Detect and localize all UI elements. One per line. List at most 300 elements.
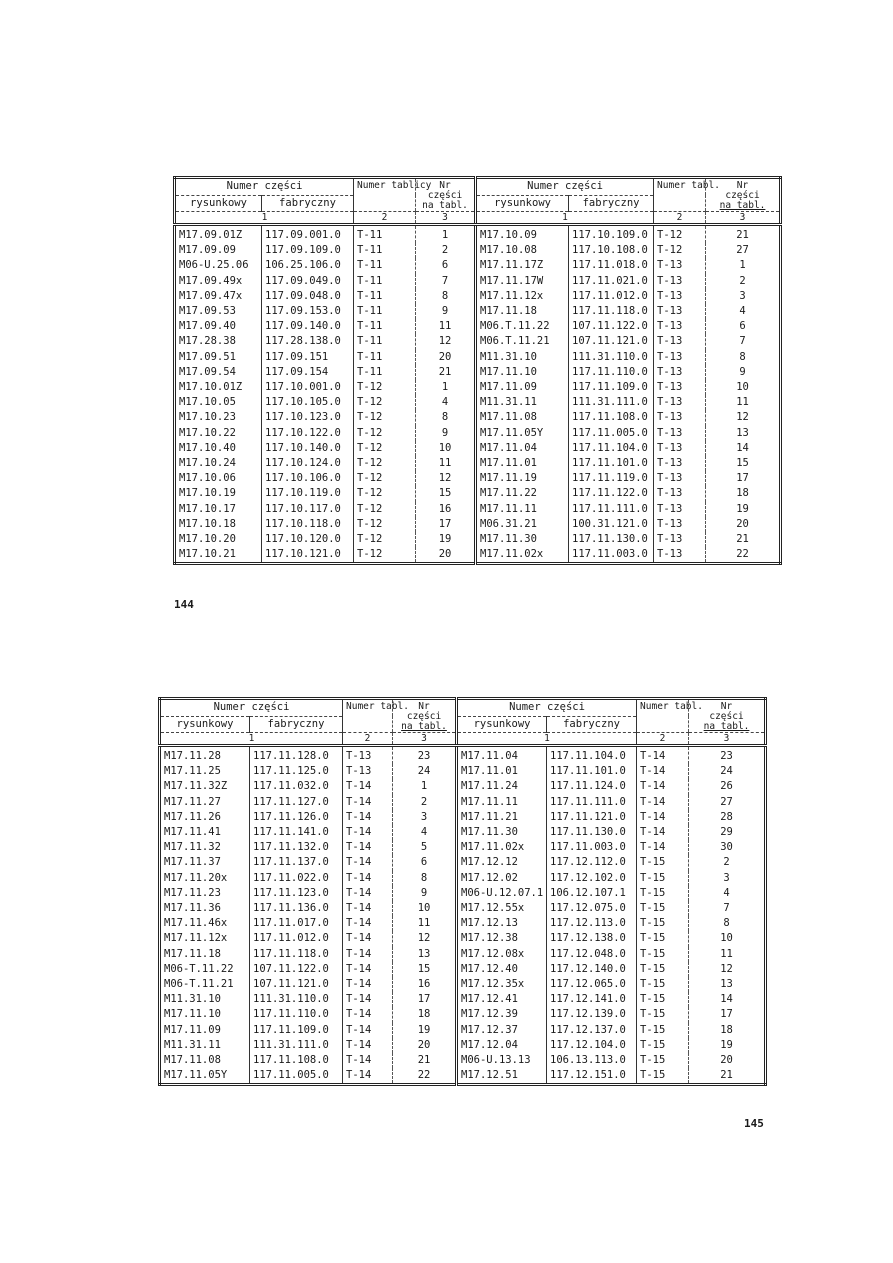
fabryczny-cell: 117.11.111.0: [569, 502, 654, 517]
rysunkowy-cell: M17.11.05Y: [476, 426, 569, 441]
rysunkowy-cell: M17.10.08: [476, 243, 569, 258]
fabryczny-cell: 117.11.141.0: [250, 825, 343, 840]
tablica-cell: T-14: [637, 746, 689, 765]
rysunkowy-cell: M17.11.37: [164, 856, 221, 869]
rysunkowy-cell: M17.10.20: [179, 533, 236, 546]
rysunkowy-cell: M17.10.17: [179, 502, 236, 515]
col-index-2-left: 2: [354, 212, 416, 225]
tablica-cell: T-15: [637, 1038, 689, 1053]
fabryczny-cell: 117.11.104.0: [569, 441, 654, 456]
rysunkowy-cell: M17.12.08x: [457, 947, 547, 962]
tablica-cell: T-13: [654, 486, 706, 501]
rysunkowy-cell: M17.11.30: [476, 532, 569, 547]
tablica-cell: T-13: [654, 258, 706, 273]
fabryczny-cell: 117.09.001.0: [262, 225, 354, 244]
nr-czesci-cell: 20: [706, 517, 781, 532]
fabryczny-cell: 117.11.017.0: [250, 916, 343, 931]
fabryczny-cell: 111.31.111.0: [569, 395, 654, 410]
nr-czesci-cell: 27: [706, 243, 781, 258]
fabryczny-cell: 117.10.108.0: [569, 243, 654, 258]
table-row: [175, 441, 781, 456]
rysunkowy-cell: M17.11.11: [476, 502, 569, 517]
col-index-1-left: 1: [160, 733, 343, 746]
col-index-1-right: 1: [457, 733, 637, 746]
col-index-1-right: 1: [476, 212, 654, 225]
table-row: [160, 764, 766, 779]
tablica-cell: T-15: [637, 931, 689, 946]
tablica-cell: T-14: [343, 1023, 393, 1038]
nr-czesci-cell: 2: [393, 795, 457, 810]
fabryczny-cell: 117.10.140.0: [262, 441, 354, 456]
fabryczny-cell: 117.11.125.0: [250, 764, 343, 779]
fabryczny-cell: 117.09.151: [262, 350, 354, 365]
tablica-cell: T-14: [343, 962, 393, 977]
nr-czesci-cell: 16: [393, 977, 457, 992]
rysunkowy-cell: M17.11.05Y: [164, 1069, 228, 1082]
rysunkowy-cell: M11.31.11: [164, 1038, 221, 1051]
header-rysunkowy-left: rysunkowy: [175, 195, 262, 212]
rysunkowy-cell: M17.11.01: [476, 456, 569, 471]
table-row: [175, 319, 781, 334]
table-row: [160, 1007, 766, 1022]
header-numer-czesci-left: Numer części: [175, 178, 354, 196]
rysunkowy-cell: M17.11.08: [476, 410, 569, 425]
rysunkowy-cell: M17.11.36: [164, 902, 221, 915]
nr-czesci-cell: 18: [706, 486, 781, 501]
fabryczny-cell: 117.10.106.0: [262, 471, 354, 486]
rysunkowy-cell: M17.12.04: [457, 1038, 547, 1053]
tablica-cell: T-12: [354, 380, 416, 395]
nr-czesci-cell: 18: [393, 1007, 457, 1022]
fabryczny-cell: 111.31.110.0: [569, 350, 654, 365]
nr-czesci-cell: 11: [393, 916, 457, 931]
nr-czesci-cell: 2: [416, 243, 476, 258]
header-fabryczny-left: fabryczny: [262, 195, 354, 212]
table-row: [175, 517, 781, 532]
fabryczny-cell: 117.10.117.0: [262, 502, 354, 517]
tablica-cell: T-12: [354, 471, 416, 486]
rysunkowy-cell: M17.11.23: [164, 886, 221, 899]
tablica-cell: T-14: [343, 871, 393, 886]
tablica-cell: T-14: [343, 779, 393, 794]
rysunkowy-cell: M17.10.09: [476, 225, 569, 244]
fabryczny-cell: 117.11.128.0: [250, 746, 343, 765]
tablica-cell: T-12: [354, 456, 416, 471]
tablica-cell: T-13: [654, 395, 706, 410]
tablica-cell: T-14: [637, 764, 689, 779]
fabryczny-cell: 111.31.111.0: [250, 1038, 343, 1053]
nr-czesci-cell: 9: [416, 304, 476, 319]
nr-czesci-cell: 17: [706, 471, 781, 486]
tablica-cell: T-14: [343, 810, 393, 825]
rysunkowy-cell: M17.12.55x: [457, 901, 547, 916]
tablica-cell: T-15: [637, 901, 689, 916]
table-row: [175, 289, 781, 304]
fabryczny-cell: 117.10.118.0: [262, 517, 354, 532]
rysunkowy-cell: M17.11.30: [457, 825, 547, 840]
fabryczny-cell: 106.12.107.1: [547, 886, 637, 901]
tablica-cell: T-14: [343, 977, 393, 992]
rysunkowy-cell: M17.12.40: [457, 962, 547, 977]
tablica-cell: T-11: [354, 243, 416, 258]
nr-czesci-cell: 20: [416, 547, 476, 564]
rysunkowy-cell: M17.10.21: [179, 548, 236, 561]
nr-czesci-cell: 17: [393, 992, 457, 1007]
fabryczny-cell: 117.11.012.0: [250, 931, 343, 946]
fabryczny-cell: 117.12.137.0: [547, 1023, 637, 1038]
fabryczny-cell: 117.09.109.0: [262, 243, 354, 258]
tablica-cell: T-13: [654, 441, 706, 456]
rysunkowy-cell: M17.12.51: [457, 1068, 547, 1085]
tablica-cell: T-13: [654, 350, 706, 365]
tablica-cell: T-14: [637, 779, 689, 794]
table-row: [175, 380, 781, 395]
rysunkowy-cell: M17.11.22: [476, 486, 569, 501]
fabryczny-cell: 117.12.139.0: [547, 1007, 637, 1022]
fabryczny-cell: 117.12.141.0: [547, 992, 637, 1007]
rysunkowy-cell: M17.12.12: [457, 855, 547, 870]
rysunkowy-cell: M17.11.02x: [457, 840, 547, 855]
fabryczny-cell: 117.12.151.0: [547, 1068, 637, 1085]
col-index-2-right: 2: [654, 212, 706, 225]
tablica-cell: T-12: [354, 410, 416, 425]
table-row: [160, 855, 766, 870]
tablica-cell: T-14: [343, 916, 393, 931]
table-row: [175, 471, 781, 486]
table-row: [160, 1023, 766, 1038]
fabryczny-cell: 117.11.003.0: [569, 547, 654, 564]
rysunkowy-cell: M06.T.11.22: [476, 319, 569, 334]
tablica-cell: T-13: [654, 456, 706, 471]
nr-czesci-cell: 8: [706, 350, 781, 365]
rysunkowy-cell: M17.10.22: [179, 426, 236, 439]
header-numer-tablicy-left: Numer tablicy: [354, 178, 416, 212]
table-row: [160, 916, 766, 931]
nr-czesci-cell: 19: [689, 1038, 766, 1053]
rysunkowy-cell: M11.31.10: [164, 993, 221, 1006]
nr-czesci-cell: 18: [689, 1023, 766, 1038]
fabryczny-cell: 117.11.127.0: [250, 795, 343, 810]
rysunkowy-cell: M06-T.11.21: [164, 978, 234, 991]
tablica-cell: T-11: [354, 319, 416, 334]
rysunkowy-cell: M17.11.32Z: [164, 780, 228, 793]
fabryczny-cell: 117.12.075.0: [547, 901, 637, 916]
table-row: [175, 243, 781, 258]
tablica-cell: T-14: [343, 992, 393, 1007]
rysunkowy-cell: M17.12.39: [457, 1007, 547, 1022]
fabryczny-cell: 117.11.137.0: [250, 855, 343, 870]
nr-czesci-cell: 4: [689, 886, 766, 901]
rysunkowy-cell: M17.10.24: [179, 457, 236, 470]
rysunkowy-cell: M17.09.53: [179, 305, 236, 318]
nr-czesci-cell: 16: [416, 502, 476, 517]
nr-czesci-cell: 23: [689, 746, 766, 765]
rysunkowy-cell: M17.10.19: [179, 487, 236, 500]
header-rysunkowy-left: rysunkowy: [160, 716, 250, 733]
fabryczny-cell: 117.12.112.0: [547, 855, 637, 870]
nr-czesci-cell: 29: [689, 825, 766, 840]
nr-czesci-cell: 7: [416, 274, 476, 289]
fabryczny-cell: 117.10.109.0: [569, 225, 654, 244]
fabryczny-cell: 106.13.113.0: [547, 1053, 637, 1068]
tablica-cell: T-15: [637, 916, 689, 931]
tablica-cell: T-15: [637, 962, 689, 977]
rysunkowy-cell: M17.11.24: [457, 779, 547, 794]
tablica-cell: T-11: [354, 334, 416, 349]
tablica-cell: T-13: [654, 380, 706, 395]
fabryczny-cell: 106.25.106.0: [262, 258, 354, 273]
nr-czesci-cell: 2: [706, 274, 781, 289]
rysunkowy-cell: M17.10.06: [179, 472, 236, 485]
rysunkowy-cell: M17.09.09: [179, 244, 236, 257]
col-index-2-left: 2: [343, 733, 393, 746]
tablica-cell: T-11: [354, 258, 416, 273]
header-numer-czesci-left: Numer części: [160, 699, 343, 717]
rysunkowy-cell: M17.11.02x: [476, 547, 569, 564]
tablica-cell: T-14: [343, 825, 393, 840]
tablica-cell: T-12: [354, 441, 416, 456]
fabryczny-cell: 117.11.118.0: [569, 304, 654, 319]
nr-czesci-cell: 6: [416, 258, 476, 273]
fabryczny-cell: 107.11.122.0: [569, 319, 654, 334]
rysunkowy-cell: M17.11.17W: [476, 274, 569, 289]
col-index-1-left: 1: [175, 212, 354, 225]
fabryczny-cell: 117.11.118.0: [250, 947, 343, 962]
header-rysunkowy-right: rysunkowy: [476, 195, 569, 212]
nr-czesci-cell: 12: [416, 334, 476, 349]
tablica-cell: T-15: [637, 886, 689, 901]
table-row: [175, 350, 781, 365]
rysunkowy-cell: M17.10.05: [179, 396, 236, 409]
table-row: [160, 825, 766, 840]
nr-czesci-cell: 8: [393, 871, 457, 886]
fabryczny-cell: 117.10.124.0: [262, 456, 354, 471]
tablica-cell: T-11: [354, 289, 416, 304]
rysunkowy-cell: M17.11.25: [164, 765, 221, 778]
rysunkowy-cell: M06-U.12.07.1: [457, 886, 547, 901]
rysunkowy-cell: M17.28.38: [179, 335, 236, 348]
fabryczny-cell: 117.10.123.0: [262, 410, 354, 425]
fabryczny-cell: 107.11.121.0: [569, 334, 654, 349]
fabryczny-cell: 117.11.109.0: [250, 1023, 343, 1038]
header-fabryczny-left: fabryczny: [250, 716, 343, 733]
tablica-cell: T-15: [637, 977, 689, 992]
nr-czesci-cell: 1: [416, 380, 476, 395]
table-row: [160, 1068, 766, 1085]
rysunkowy-cell: M17.10.01Z: [179, 381, 243, 394]
fabryczny-cell: 117.11.124.0: [547, 779, 637, 794]
rysunkowy-cell: M17.11.09: [164, 1023, 221, 1036]
rysunkowy-cell: M17.10.23: [179, 411, 236, 424]
nr-czesci-cell: 2: [689, 855, 766, 870]
rysunkowy-cell: M17.09.01Z: [179, 229, 243, 241]
table-row: [175, 547, 781, 564]
tablica-cell: T-14: [637, 795, 689, 810]
rysunkowy-cell: M17.11.28: [164, 750, 221, 762]
nr-czesci-cell: 20: [689, 1053, 766, 1068]
nr-czesci-cell: 6: [706, 319, 781, 334]
rysunkowy-cell: M17.12.38: [457, 931, 547, 946]
fabryczny-cell: 117.12.113.0: [547, 916, 637, 931]
tablica-cell: T-13: [654, 319, 706, 334]
fabryczny-cell: 117.10.120.0: [262, 532, 354, 547]
table-row: [160, 871, 766, 886]
nr-czesci-cell: 4: [416, 395, 476, 410]
fabryczny-cell: 117.10.105.0: [262, 395, 354, 410]
rysunkowy-cell: M17.11.08: [164, 1054, 221, 1067]
header-nr-czesci-left: Nr części na tabl.: [393, 699, 457, 733]
nr-czesci-cell: 27: [689, 795, 766, 810]
fabryczny-cell: 117.11.108.0: [250, 1053, 343, 1068]
nr-czesci-cell: 17: [689, 1007, 766, 1022]
tablica-cell: T-15: [637, 855, 689, 870]
tablica-cell: T-14: [343, 931, 393, 946]
fabryczny-cell: 117.28.138.0: [262, 334, 354, 349]
tablica-cell: T-14: [637, 825, 689, 840]
table-row: [175, 395, 781, 410]
tablica-cell: T-14: [343, 1038, 393, 1053]
nr-czesci-cell: 10: [393, 901, 457, 916]
nr-czesci-cell: 12: [416, 471, 476, 486]
nr-czesci-cell: 5: [393, 840, 457, 855]
rysunkowy-cell: M17.11.04: [476, 441, 569, 456]
nr-czesci-cell: 24: [689, 764, 766, 779]
nr-czesci-cell: 4: [706, 304, 781, 319]
col-index-3-left: 3: [416, 212, 476, 225]
table-row: [175, 410, 781, 425]
table-row: [175, 502, 781, 517]
col-index-3-left: 3: [393, 733, 457, 746]
nr-czesci-cell: 12: [706, 410, 781, 425]
tablica-cell: T-14: [343, 840, 393, 855]
nr-czesci-cell: 22: [706, 547, 781, 564]
tablica-cell: T-12: [654, 243, 706, 258]
tablica-cell: T-15: [637, 1053, 689, 1068]
table-row: [175, 225, 781, 244]
nr-czesci-cell: 8: [416, 289, 476, 304]
nr-czesci-cell: 21: [706, 532, 781, 547]
nr-czesci-cell: 19: [393, 1023, 457, 1038]
fabryczny-cell: 117.09.049.0: [262, 274, 354, 289]
table-row: [175, 486, 781, 501]
fabryczny-cell: 107.11.121.0: [250, 977, 343, 992]
fabryczny-cell: 117.10.122.0: [262, 426, 354, 441]
rysunkowy-cell: M06.T.11.21: [476, 334, 569, 349]
fabryczny-cell: 117.09.154: [262, 365, 354, 380]
fabryczny-cell: 117.12.102.0: [547, 871, 637, 886]
fabryczny-cell: 117.10.121.0: [262, 547, 354, 564]
table-row: [175, 456, 781, 471]
fabryczny-cell: 117.11.119.0: [569, 471, 654, 486]
tablica-cell: T-13: [654, 517, 706, 532]
header-numer-czesci-right: Numer części: [476, 178, 654, 196]
fabryczny-cell: 117.09.153.0: [262, 304, 354, 319]
header-numer-czesci-right: Numer części: [457, 699, 637, 717]
rysunkowy-cell: M17.09.47x: [179, 289, 243, 302]
nr-czesci-cell: 12: [689, 962, 766, 977]
fabryczny-cell: 117.11.012.0: [569, 289, 654, 304]
nr-czesci-cell: 17: [416, 517, 476, 532]
tablica-cell: T-14: [343, 886, 393, 901]
tablica-cell: T-15: [637, 992, 689, 1007]
rysunkowy-cell: M17.11.19: [476, 471, 569, 486]
fabryczny-cell: 117.11.110.0: [569, 365, 654, 380]
fabryczny-cell: 117.11.018.0: [569, 258, 654, 273]
fabryczny-cell: 117.11.005.0: [569, 426, 654, 441]
header-numer-tabl-right: Numer tabl.: [654, 178, 706, 212]
nr-czesci-cell: 23: [393, 746, 457, 765]
header-numer-tabl-left: Numer tabl.: [343, 699, 393, 733]
rysunkowy-cell: M17.09.40: [179, 320, 236, 333]
nr-czesci-cell: 13: [689, 977, 766, 992]
rysunkowy-cell: M17.09.51: [179, 350, 236, 363]
tablica-cell: T-13: [654, 289, 706, 304]
rysunkowy-cell: M17.09.54: [179, 365, 236, 378]
fabryczny-cell: 117.10.001.0: [262, 380, 354, 395]
nr-czesci-cell: 9: [706, 365, 781, 380]
nr-czesci-cell: 10: [689, 931, 766, 946]
nr-czesci-cell: 28: [689, 810, 766, 825]
header-nr-czesci-left: Nr części na tabl.: [416, 178, 476, 212]
table-row: [160, 795, 766, 810]
rysunkowy-cell: M17.09.49x: [179, 274, 243, 287]
tablica-cell: T-14: [343, 901, 393, 916]
fabryczny-cell: 117.09.048.0: [262, 289, 354, 304]
table-row: [160, 886, 766, 901]
tablica-cell: T-13: [343, 764, 393, 779]
header-nr-czesci-right: Nr części na tabl.: [706, 178, 781, 212]
table-row: [175, 304, 781, 319]
rysunkowy-cell: M17.12.35x: [457, 977, 547, 992]
rysunkowy-cell: M17.11.12x: [476, 289, 569, 304]
tablica-cell: T-15: [637, 947, 689, 962]
tablica-cell: T-15: [637, 1007, 689, 1022]
nr-czesci-cell: 11: [416, 319, 476, 334]
nr-czesci-cell: 9: [416, 426, 476, 441]
nr-czesci-cell: 19: [416, 532, 476, 547]
tablica-cell: T-13: [343, 746, 393, 765]
fabryczny-cell: 117.12.140.0: [547, 962, 637, 977]
fabryczny-cell: 117.11.108.0: [569, 410, 654, 425]
fabryczny-cell: 100.31.121.0: [569, 517, 654, 532]
tablica-cell: T-12: [354, 395, 416, 410]
table-row: [175, 532, 781, 547]
nr-czesci-cell: 1: [706, 258, 781, 273]
rysunkowy-cell: M17.11.01: [457, 764, 547, 779]
nr-czesci-cell: 4: [393, 825, 457, 840]
nr-czesci-cell: 11: [416, 456, 476, 471]
rysunkowy-cell: M06-U.25.06: [179, 259, 249, 272]
nr-czesci-cell: 21: [689, 1068, 766, 1085]
fabryczny-cell: 117.12.065.0: [547, 977, 637, 992]
tablica-cell: T-12: [654, 225, 706, 244]
col-index-3-right: 3: [706, 212, 781, 225]
rysunkowy-cell: M17.11.21: [457, 810, 547, 825]
fabryczny-cell: 117.11.123.0: [250, 886, 343, 901]
rysunkowy-cell: M06-U.13.13: [457, 1053, 547, 1068]
fabryczny-cell: 117.11.132.0: [250, 840, 343, 855]
rysunkowy-cell: M17.11.46x: [164, 917, 228, 930]
fabryczny-cell: 117.11.021.0: [569, 274, 654, 289]
fabryczny-cell: 117.11.003.0: [547, 840, 637, 855]
nr-czesci-cell: 11: [706, 395, 781, 410]
table-row: [175, 334, 781, 349]
nr-czesci-cell: 13: [393, 947, 457, 962]
nr-czesci-cell: 6: [393, 855, 457, 870]
rysunkowy-cell: M06.31.21: [476, 517, 569, 532]
fabryczny-cell: 117.12.048.0: [547, 947, 637, 962]
tablica-cell: T-14: [343, 795, 393, 810]
